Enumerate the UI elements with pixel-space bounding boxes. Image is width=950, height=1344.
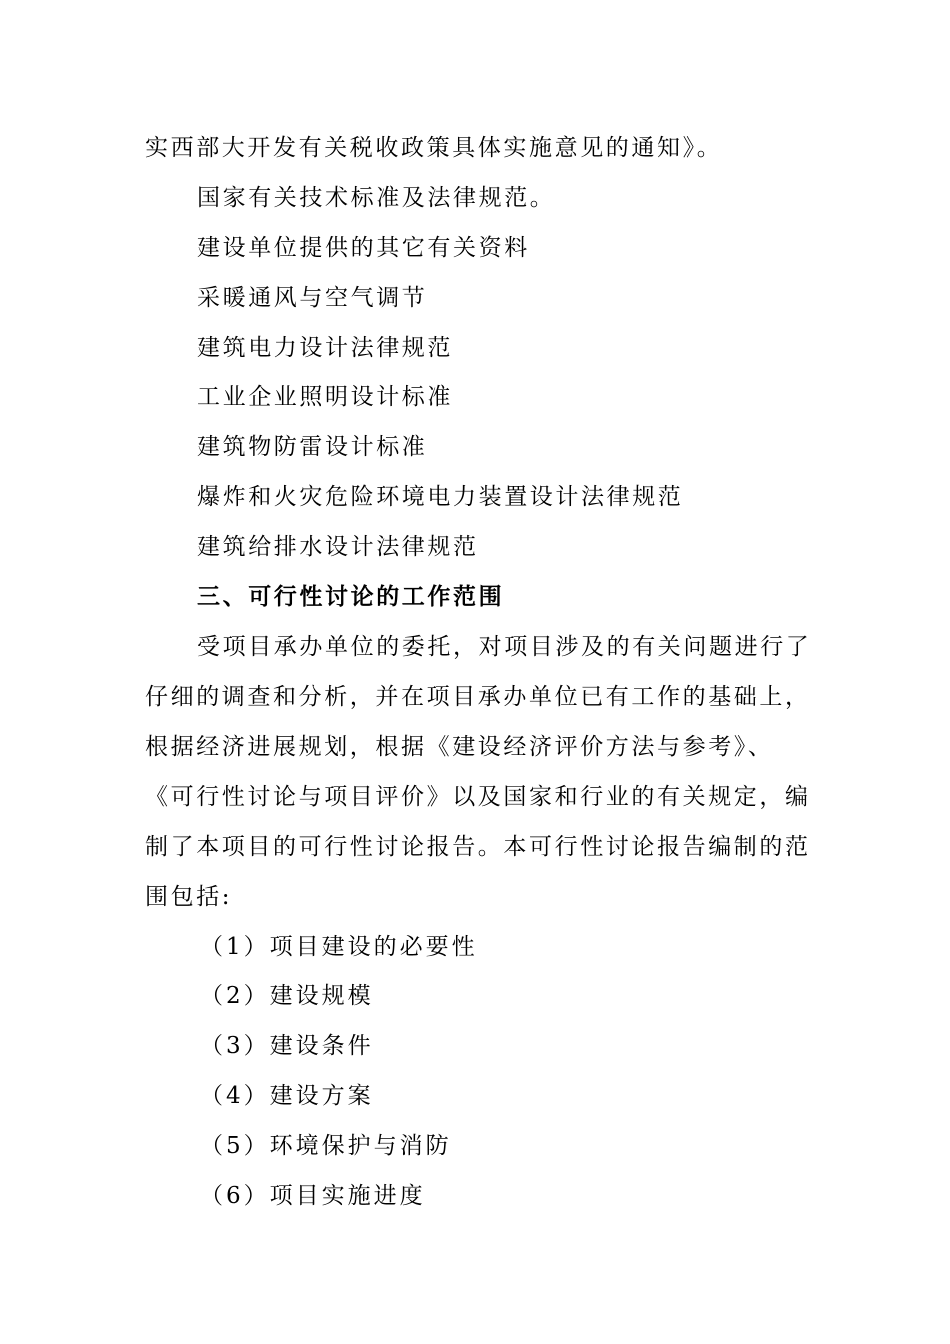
text-line-electrical-code: 建筑电力设计法律规范 (197, 335, 453, 361)
text-line-explosion-hazard: 爆炸和火灾危险环境电力装置设计法律规范 (197, 484, 684, 510)
scope-item: （2）建设规模 (200, 983, 374, 1009)
text-line-lightning-protection: 建筑物防雷设计标准 (197, 434, 428, 460)
text-line-lighting-standard: 工业企业照明设计标准 (197, 384, 453, 410)
paragraph-line: 受项目承办单位的委托，对项目涉及的有关问题进行了 (197, 634, 812, 660)
text-line-client-materials: 建设单位提供的其它有关资料 (197, 235, 530, 261)
paragraph-line: 围包括: (145, 884, 233, 910)
scope-item: （3）建设条件 (200, 1033, 374, 1059)
paragraph-line: 仔细的调查和分析，并在项目承办单位已有工作的基础上， (145, 684, 811, 710)
text-line-plumbing-code: 建筑给排水设计法律规范 (197, 534, 479, 560)
scope-item: （5）环境保护与消防 (200, 1133, 452, 1159)
scope-item: （1）项目建设的必要性 (200, 934, 478, 960)
scope-item: （4）建设方案 (200, 1083, 374, 1109)
text-line-standards: 国家有关技术标准及法律规范。 (197, 185, 556, 211)
paragraph-line: 《可行性讨论与项目评价》以及国家和行业的有关规定，编 (145, 784, 811, 810)
paragraph-line: 根据经济进展规划，根据《建设经济评价方法与参考》、 (145, 734, 774, 760)
scope-item: （6）项目实施进度 (200, 1183, 426, 1209)
text-line-hvac: 采暖通风与空气调节 (197, 285, 428, 311)
paragraph-line: 制了本项目的可行性讨论报告。本可行性讨论报告编制的范 (145, 834, 811, 860)
text-line-policy-continuation: 实西部大开发有关税收政策具体实施意见的通知》。 (145, 135, 723, 161)
section-heading: 三、可行性讨论的工作范围 (197, 583, 505, 610)
